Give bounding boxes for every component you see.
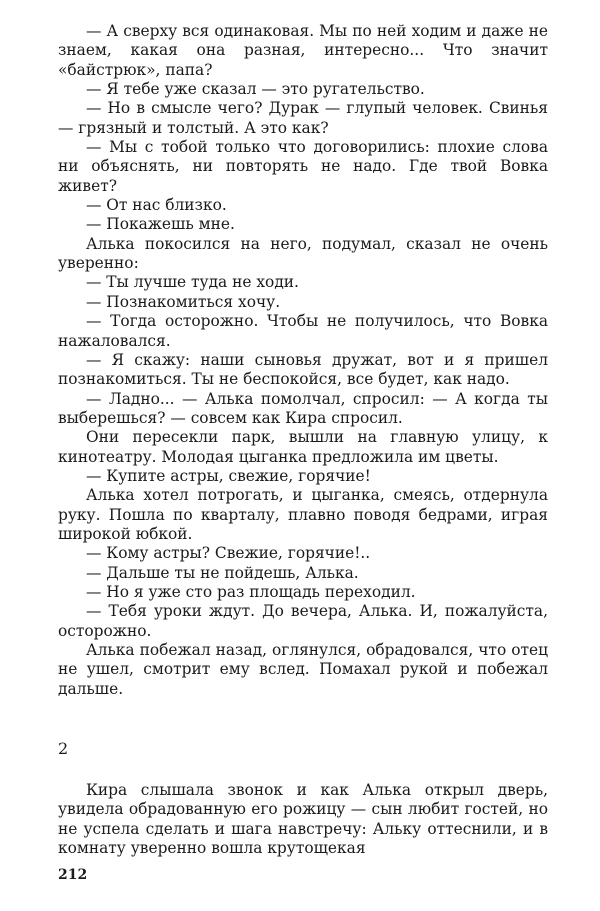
paragraph: — Познакомиться хочу. xyxy=(86,292,281,311)
paragraph: — Ладно... — Алька помолчал, спросил: — А когда ты выберешься? — совсем как Кира спросил. xyxy=(58,389,548,427)
paragraph: — Тебя уроки ждут. До вечера, Алька. И, пожалуйста, осторожно. xyxy=(58,602,548,640)
paragraph: Алька покосился на него, подумал, сказал не очень уверенно: xyxy=(58,234,548,273)
paragraph: — Купите астры, свежие, горячие! xyxy=(86,466,371,485)
paragraph: — Я тебе уже сказал — это ругательство. xyxy=(86,80,425,99)
paragraph: Алька побежал назад, оглянулся, обрадовался, что отец не ушел, смотрит ему вслед. Помахал рукой и побежал дальше. xyxy=(58,641,548,698)
page-number: 212 xyxy=(58,867,88,883)
paragraph: — Ты лучше туда не ходи. xyxy=(86,273,299,292)
paragraph: — Дальше ты не пойдешь, Алька. xyxy=(86,563,359,582)
paragraph: — А сверху вся одинаковая. Мы по ней ходим и даже не знаем, какая она разная, интересно... Что значит «байстрюк», папа? xyxy=(58,22,548,79)
paragraph: — Мы с тобой только что договорились: плохие слова ни объяснять, ни повторять не надо. Где твой Вовка живет? xyxy=(58,138,548,195)
paragraph: — Я скажу: наши сыновья дружат, вот и я пришел познакомиться. Ты не беспокойся, все будет, как надо. xyxy=(58,350,548,389)
paragraph: — От нас близко. xyxy=(86,196,227,215)
paragraph: — Кому астры? Свежие, горячие!.. xyxy=(86,544,371,563)
paragraph: — Тогда осторожно. Чтобы не получилось, что Вовка нажаловался. xyxy=(58,312,548,350)
paragraph: — Покажешь мне. xyxy=(86,215,235,234)
paragraph: — Но в смысле чего? Дурак — глупый человек. Свинья — грязный и толстый. А это как? xyxy=(58,99,548,137)
chapter-number: 2 xyxy=(58,739,69,759)
paragraph: Алька хотел потрогать, и цыганка, смеясь, отдернула руку. Пошла по кварталу, плавно поводя бедрами, играя широкой юбкой. xyxy=(58,486,548,543)
book-page xyxy=(58,22,548,858)
paragraph: Кира слышала звонок и как Алька открыл дверь, увидела обрадованную его рожицу — сын любит гостей, но не успела сделать и шага навстречу: Альку оттеснили, и в комнату уверенно вошла крутощекая xyxy=(58,781,548,858)
paragraph: — Но я уже сто раз площадь переходил. xyxy=(86,582,416,601)
paragraph: Они пересекли парк, вышли на главную улицу, к кинотеатру. Молодая цыганка предложила им цветы. xyxy=(58,428,548,466)
